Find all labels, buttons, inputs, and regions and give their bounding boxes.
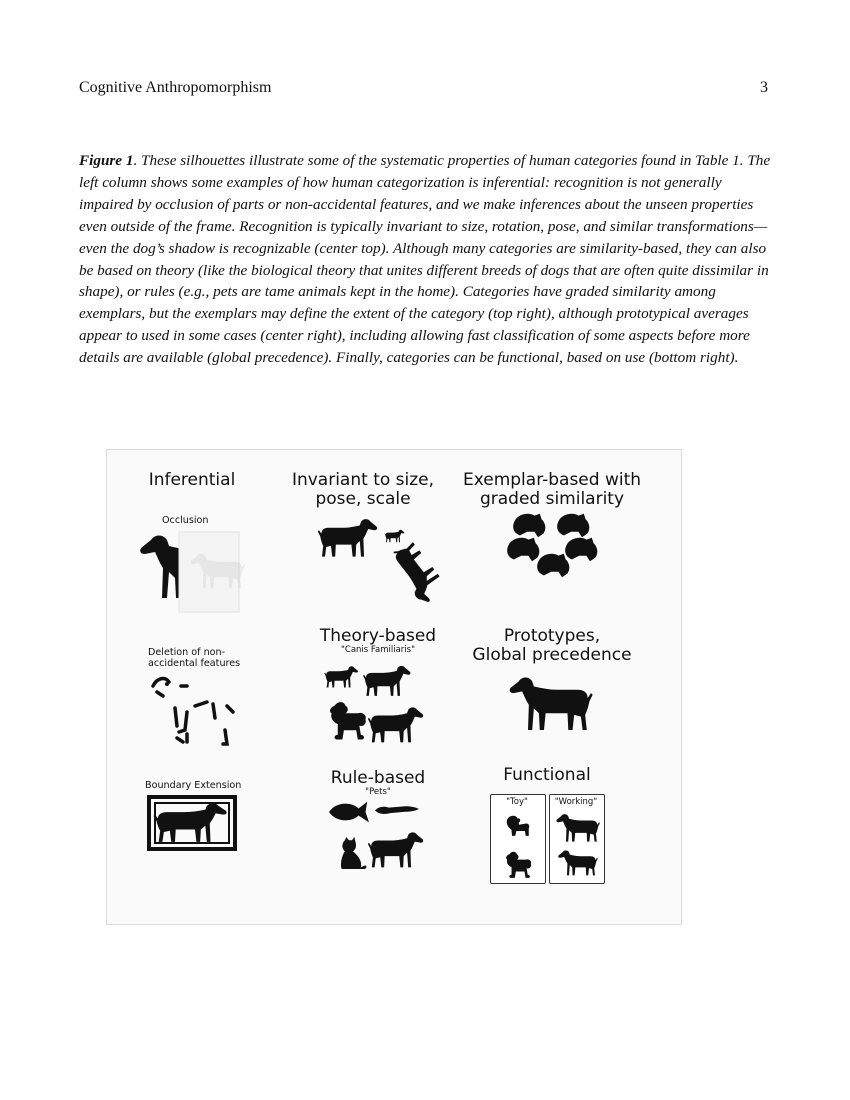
- prototype-dog: [507, 668, 591, 740]
- figure-caption: [79, 150, 774, 369]
- toy-label: "Toy": [506, 797, 528, 807]
- pet-fish: [329, 800, 369, 824]
- theory-poodle: [327, 700, 367, 742]
- inferential-title: Inferential: [148, 470, 236, 490]
- toy-poodle: [504, 850, 532, 880]
- working-label: "Working": [554, 797, 598, 807]
- boundary-dog-frame: [147, 795, 237, 851]
- exemplar-heads-cluster: [505, 510, 601, 580]
- pet-dog: [369, 828, 425, 872]
- functional-title: Functional: [503, 765, 591, 785]
- working-dog-2: [557, 846, 597, 880]
- working-dog-1: [555, 810, 599, 846]
- page-number: 3: [760, 79, 768, 96]
- invariant-title: Invariant to size, pose, scale: [291, 470, 435, 509]
- rule-title: Rule-based: [330, 768, 426, 788]
- occluded-dog-silhouette: [137, 532, 247, 614]
- caption-label: Figure 1: [79, 152, 134, 169]
- theory-dog-1: [325, 664, 359, 690]
- deleted-features-dog: [147, 672, 247, 752]
- invariant-dog-small: [385, 528, 405, 544]
- toy-pug: [504, 814, 530, 838]
- running-head: Cognitive Anthropomorphism: [79, 79, 272, 96]
- pet-lizard: [375, 802, 419, 816]
- invariant-dog-shadow: [325, 554, 397, 616]
- figure-panel: [106, 449, 682, 925]
- theory-dog-2: [364, 658, 412, 704]
- theory-dog-3: [369, 703, 425, 747]
- occlusion-label: Occlusion: [162, 515, 209, 526]
- deletion-label: Deletion of non- accidental features: [148, 647, 241, 669]
- theory-title: Theory-based: [319, 626, 437, 646]
- caption-text: . These silhouettes illustrate some of the systematic properties of human categories found in Table 1. The left column shows some examples of how human categorization is inferential: recognition is not generally impaired by occlusion of parts or non-accidental features, and we make inferences about the unseen properties even outside of the frame. Recognition is typically invariant to size, rotation, pose, and similar transformations—even the dog’s shadow is recognizable (center top). Although many categories are similarity-based, they can also be based on theory (like the biological theory that unites different breeds of dogs that are often quite dissimilar in shape), or rules (e.g., pets are tame animals kept in the home). Categories have graded similarity among exemplars, but the exemplars may define the extent of the category (top right), although prototypical averages appear to used in some cases (center right), including allowing fast classification of some aspects before more details are available (global precedence). Finally, categories can be functional, based on use (bottom right).: [79, 152, 771, 367]
- exemplar-title: Exemplar-based with graded similarity: [462, 470, 642, 509]
- rule-subtitle: "Pets": [365, 787, 391, 797]
- theory-subtitle: "Canis Familiaris": [340, 645, 416, 655]
- boundary-extension-label: Boundary Extension: [145, 780, 242, 791]
- prototypes-title: Prototypes, Global precedence: [472, 626, 632, 665]
- pet-cat: [333, 837, 371, 869]
